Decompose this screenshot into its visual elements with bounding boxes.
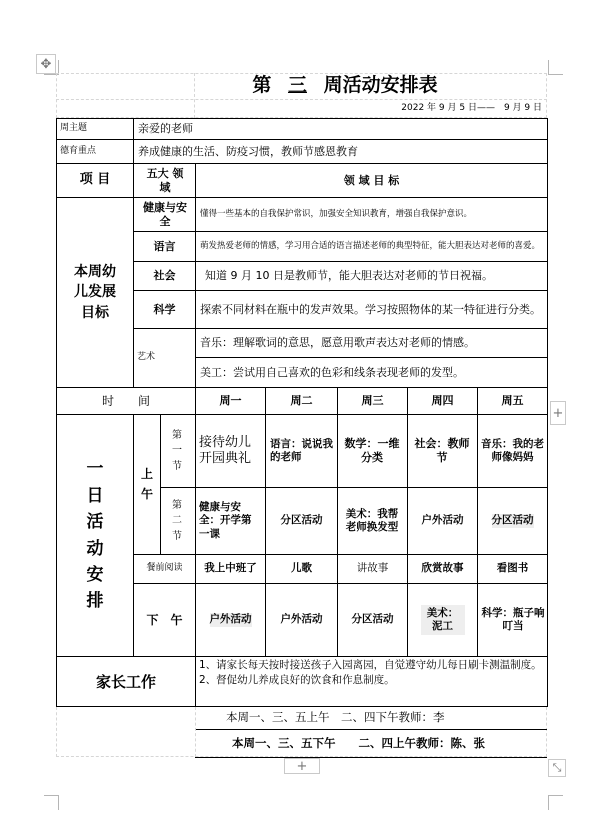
header-goal: 领 域 目 标 <box>343 173 400 187</box>
teacher-line1: 本周一、三、五上午 二、四下午教师：李 <box>226 710 445 725</box>
goal-language: 萌发热爱老师的情感，学习用合适的语言描述老师的典型特征，能大胆表达对老师的喜爱。 <box>200 240 541 251</box>
period1-tue: 语言：说说我的老师 <box>270 437 333 463</box>
parents-line1: 1、请家长每天按时接送孩子入园离园，自觉遵守幼儿每日刷卡测温制度。 <box>199 659 542 671</box>
add-column-icon[interactable]: + <box>550 401 566 425</box>
day-header: 周四 <box>431 394 454 408</box>
parents-label: 家长工作 <box>95 672 156 691</box>
period2-fri: 分区活动 <box>491 514 534 527</box>
period1-fri: 音乐：我的老师像妈妈 <box>481 437 544 463</box>
domain-art: 艺术 <box>137 352 156 363</box>
reading-thu: 欣赏故事 <box>421 562 464 575</box>
pm-tue: 户外活动 <box>280 613 323 626</box>
goal-art-craft: 美工：尝试用自己喜欢的色彩和线条表现老师的发型。 <box>200 365 464 379</box>
header-item: 项 目 <box>79 172 111 188</box>
theme-label: 周主题 <box>60 123 88 134</box>
table-move-handle-icon[interactable]: ✥ <box>36 54 56 74</box>
period2-mon: 健康与安全：开学第一课 <box>199 501 252 540</box>
pm-thu: 美术：泥工 <box>408 584 477 656</box>
domain-science: 科学 <box>153 302 176 316</box>
goal-science: 探索不同材料在瓶中的发声效果。学习按照物体的某一特征进行分类。 <box>200 302 541 316</box>
crop-mark <box>548 795 563 810</box>
theme-value: 亲爱的老师 <box>138 122 193 136</box>
header-domains: 五大 领 域 <box>146 166 184 194</box>
pm-fri: 科学：瓶子响叮当 <box>481 606 545 632</box>
pm-mon: 户外活动 <box>209 613 252 626</box>
day-header: 周五 <box>501 394 524 408</box>
domain-social: 社会 <box>153 269 176 283</box>
domain-health: 健康与安全 <box>143 200 187 228</box>
period1-wed: 数学：一维分类 <box>344 437 400 464</box>
period1-label: 第一节 <box>172 429 182 472</box>
reading-wed: 讲故事 <box>356 562 389 575</box>
period2-label: 第二节 <box>172 499 182 542</box>
afternoon-label: 下 午 <box>146 612 183 627</box>
parents-content <box>199 658 545 706</box>
daily-label: 一日活动安排 <box>86 459 104 612</box>
development-label: 本周幼儿发展目标 <box>74 264 116 321</box>
teacher-line2: 本周一、三、五下午 二、四上午教师：陈、张 <box>232 735 485 750</box>
date-range: 2022 年 9 月 5 日—— 9 月 9 日 <box>401 102 542 113</box>
domain-language: 语言 <box>153 239 176 253</box>
goal-art-music: 音乐：理解歌词的意思，愿意用歌声表达对老师的情感。 <box>200 336 475 350</box>
add-row-icon[interactable]: + <box>284 758 320 774</box>
page-title: 第 三 周活动安排表 <box>252 74 438 97</box>
reading-fri: 看图书 <box>496 562 529 575</box>
goal-health: 懂得一些基本的自我保护常识，加强安全知识教育，增强自我保护意识。 <box>200 209 473 220</box>
schedule-time-header: 时 间 <box>101 393 150 408</box>
moral-value: 养成健康的生活、防疫习惯，教师节感恩教育 <box>138 144 358 158</box>
period1-mon: 接待幼儿开园典礼 <box>199 434 252 466</box>
period2-tue: 分区活动 <box>280 514 323 527</box>
week-number: 三 <box>287 74 307 97</box>
reading-mon: 我上中班了 <box>204 562 257 575</box>
day-header: 周三 <box>361 394 384 408</box>
table-resize-icon[interactable]: ⤡ <box>548 759 566 777</box>
day-header: 周一 <box>219 394 242 408</box>
moral-label: 德育重点 <box>60 145 97 156</box>
crop-mark <box>548 60 563 75</box>
title-grid <box>194 73 195 118</box>
parents-line2: 2、督促幼儿养成良好的饮食和作息制度。 <box>199 673 395 686</box>
morning-label: 上午 <box>140 467 153 501</box>
reading-tue: 儿歌 <box>291 562 312 575</box>
period2-wed: 美术：我帮老师换发型 <box>345 507 399 533</box>
period1-thu: 社会：教师节 <box>414 437 470 464</box>
pm-wed: 分区活动 <box>351 613 394 626</box>
period2-thu: 户外活动 <box>421 514 464 527</box>
crop-mark <box>44 795 59 810</box>
reading-label: 餐前阅读 <box>146 563 183 574</box>
goal-social: 知道 9 月 10 日是教师节，能大胆表达对老师的节日祝福。 <box>205 269 493 283</box>
day-header: 周二 <box>290 394 313 408</box>
